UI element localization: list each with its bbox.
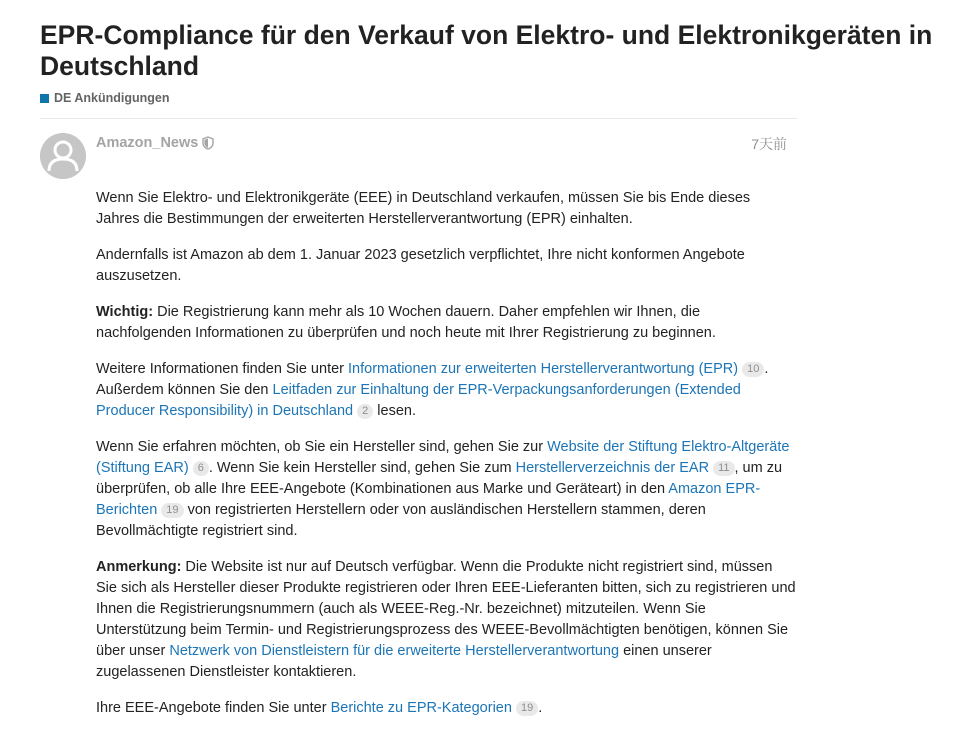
paragraph-5 [96, 437, 796, 542]
topic-title: EPR-Compliance für den Verkauf von Elektro- und Elektronikgeräten in Deutschland [40, 20, 933, 81]
paragraph-1: Wenn Sie Elektro- und Elektronikgeräte (EEE) in Deutschland verkaufen, müssen Sie bis Ende dieses Jahres die Bestimmungen der erweiterten Herstellerverantwortung (EPR) einhalten. [96, 190, 751, 227]
ear-registry-link[interactable]: Herstellerverzeichnis der EAR [515, 460, 710, 476]
paragraph-4-text-c: lesen. [373, 403, 416, 419]
paragraph-7-text-a: Ihre EEE-Angebote finden Sie unter [96, 700, 331, 716]
paragraph-2: Andernfalls ist Amazon ab dem 1. Januar 2023 gesetzlich verpflichtet, Ihre nicht konformen Angebote auszusetzen. [96, 247, 745, 284]
service-provider-network-link[interactable]: Netzwerk von Dienstleistern für die erweiterte Herstellerverantwortung [169, 643, 620, 659]
important-label: Wichtig: [96, 304, 154, 320]
category-label[interactable]: DE Ankündigungen [54, 91, 170, 105]
paragraph-5-text-d: von registrierten Herstellern oder von ausländischen Herstellern stammen, deren Bevollmächtigte registriert sind. [96, 502, 706, 539]
paragraph-4-text-b: . Außerdem können Sie den [96, 361, 769, 398]
link-click-count: 19 [161, 503, 183, 518]
paragraph-6 [96, 557, 796, 683]
post-timestamp[interactable]: 7天前 [751, 136, 787, 152]
packaging-guide-link[interactable]: Leitfaden zur Einhaltung der EPR-Verpackungsanforderungen (Extended Producer Responsibility) in Deutschland [96, 382, 741, 419]
paragraph-3 [96, 302, 796, 344]
link-click-count: 10 [742, 362, 764, 377]
stiftung-ear-link[interactable]: Website der Stiftung Elektro-Altgeräte (Stiftung EAR) [96, 439, 790, 476]
paragraph-7 [96, 698, 796, 719]
paragraph-3-text: Die Registrierung kann mehr als 10 Wochen dauern. Daher empfehlen wir Ihnen, die nachfolgenden Informationen zu überprüfen und noch heute mit Ihrer Registrierung zu beginnen. [96, 304, 716, 341]
paragraph-4-text-a: Weitere Informationen finden Sie unter [96, 361, 349, 377]
paragraph-5-text-c: , um zu überprüfen, ob alle Ihre EEE-Angebote (Kombinationen aus Marke und Geräteart) in den [96, 460, 783, 497]
link-click-count: 2 [357, 404, 373, 419]
username-label[interactable]: Amazon_News [96, 135, 199, 151]
category-badge[interactable] [40, 91, 170, 105]
post-author[interactable] [96, 135, 214, 151]
post-body [96, 188, 796, 734]
epr-category-reports-link[interactable]: Berichte zu EPR-Kategorien [330, 700, 512, 716]
paragraph-4 [96, 359, 796, 422]
shield-icon [202, 136, 214, 150]
link-click-count: 6 [193, 461, 209, 476]
user-avatar-icon[interactable] [40, 133, 86, 179]
paragraph-5-text-b: . Wenn Sie kein Hersteller sind, gehen Sie zum [208, 460, 516, 476]
link-click-count: 19 [516, 701, 538, 716]
paragraph-5-text-a: Wenn Sie erfahren möchten, ob Sie ein Hersteller sind, gehen Sie zur [96, 439, 548, 455]
category-color-square [40, 94, 49, 103]
epr-info-link[interactable]: Informationen zur erweiterten Herstellerverantwortung (EPR) [348, 361, 739, 377]
note-label: Anmerkung: [96, 559, 182, 575]
amazon-epr-reports-link[interactable]: Amazon EPR-Berichten [96, 481, 761, 518]
paragraph-6-text-b: einen unserer zugelassenen Dienstleister kontaktieren. [96, 643, 712, 680]
link-click-count: 11 [713, 461, 734, 476]
header-divider [40, 118, 797, 119]
paragraph-7-text-b: . [538, 700, 543, 716]
paragraph-6-text-a: Die Website ist nur auf Deutsch verfügbar. Wenn die Produkte nicht registriert sind, müssen Sie sich als Hersteller dieser Produkte registrieren oder Ihren EEE-Lieferanten bitten, sich zu registrieren und Ihnen die Registrierungsnummern (auch als WEEE-Reg.-Nr. bezeichnet) mitzuteilen. Wenn Sie Unterstützung beim Termin- und Registrierungsprozess des WEEE-Bevollmächtigten benötigen, können Sie über unser [96, 559, 796, 659]
